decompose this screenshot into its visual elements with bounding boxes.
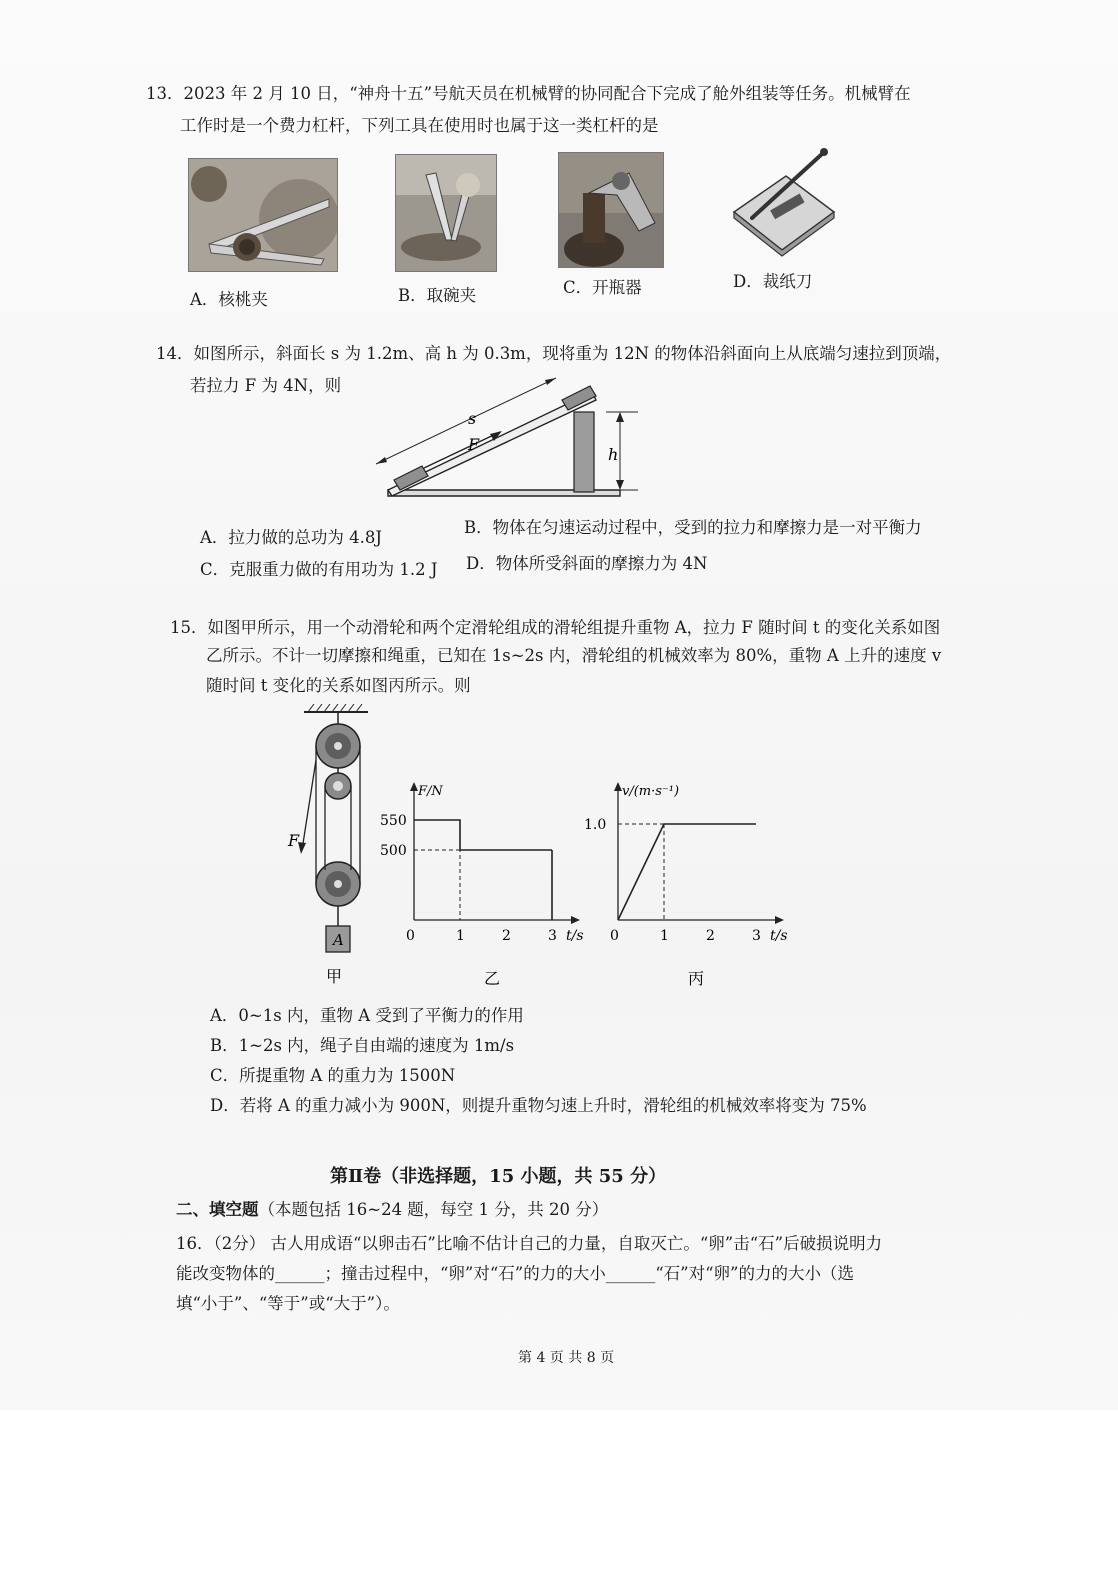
y-axis-label: v/(m·s⁻¹) — [622, 784, 680, 799]
q14-option-d: D．物体所受斜面的摩擦力为 4N — [466, 554, 708, 573]
weight-A-label: A — [333, 931, 344, 949]
q13-option-d: D．裁纸刀 — [733, 272, 813, 291]
page-footer: 第 4 页 共 8 页 — [518, 1350, 615, 1366]
section2-title: 第Ⅱ卷（非选择题，15 小题，共 55 分） — [330, 1166, 667, 1187]
paper-cutter-drawing — [726, 146, 838, 258]
y-tick-label: 550 — [380, 813, 407, 829]
bowl-clip-photo — [395, 154, 497, 272]
q13-option-a: A．核桃夹 — [190, 290, 268, 309]
pulley-figure — [282, 700, 382, 990]
y-tick-label: 1.0 — [584, 817, 607, 833]
y-tick-label: 500 — [380, 843, 407, 859]
fig-jia-caption: 甲 — [326, 967, 343, 986]
x-tick-label: 1 — [456, 928, 465, 944]
section2-part-note: （本题包括 16~24 题，每空 1 分，共 20 分） — [258, 1200, 609, 1219]
bottle-opener-photo — [558, 152, 664, 268]
x-axis-label: t/s — [770, 928, 788, 944]
q14-option-b: B．物体在匀速运动过程中，受到的拉力和摩擦力是一对平衡力 — [464, 518, 922, 537]
q14-option-c: C．克服重力做的有用功为 1.2 J — [200, 560, 438, 579]
section2-part-heading: 二、填空题 — [176, 1200, 259, 1219]
incline-figure — [370, 372, 660, 502]
incline-F-label: F — [468, 435, 480, 454]
x-tick-label: 2 — [502, 928, 511, 944]
q16-line2: 能改变物体的______；撞击过程中，“卵”对“石”的力的大小______“石”对“卵”的力的大小（选 — [176, 1264, 854, 1283]
x-tick-label: 0 — [610, 928, 619, 944]
q15-option-d: D．若将 A 的重力减小为 900N，则提升重物匀速上升时，滑轮组的机械效率将变为 75% — [210, 1096, 867, 1115]
q15-stem-line3: 随时间 t 变化的关系如图丙所示。则 — [206, 676, 471, 695]
pulley-F-label: F — [288, 831, 300, 850]
y-axis-label: F/N — [418, 784, 443, 799]
series-line — [618, 824, 756, 920]
q15-option-b: B．1~2s 内，绳子自由端的速度为 1m/s — [210, 1036, 515, 1055]
x-tick-label: 0 — [406, 928, 415, 944]
x-tick-label: 2 — [706, 928, 715, 944]
q14-stem-line1: 14．如图所示，斜面长 s 为 1.2m、高 h 为 0.3m，现将重为 12N 的物体沿斜面向上从底端匀速拉到顶端， — [156, 344, 952, 363]
x-axis-arrow — [775, 916, 784, 924]
x-axis-label: t/s — [566, 928, 584, 944]
x-tick-label: 3 — [548, 928, 557, 944]
q14-stem-line2: 若拉力 F 为 4N，则 — [190, 376, 342, 395]
q13-stem-line1: 13．2023 年 2 月 10 日，“神舟十五”号航天员在机械臂的协同配合下完成了舱外组装等任务。机械臂在 — [146, 84, 911, 103]
y-axis-arrow — [410, 782, 418, 791]
q15-stem-line2: 乙所示。不计一切摩擦和绳重，已知在 1s~2s 内，滑轮组的机械效率为 80%，重物 A 上升的速度 v — [206, 646, 942, 665]
q15-option-a: A．0~1s 内，重物 A 受到了平衡力的作用 — [210, 1006, 524, 1025]
velocity-time-chart — [580, 768, 800, 990]
q13-option-b: B．取碗夹 — [398, 286, 477, 305]
x-tick-label: 1 — [660, 928, 669, 944]
incline-s-label: s — [468, 409, 477, 428]
chart-caption: 乙 — [484, 969, 501, 988]
q13-stem-line2: 工作时是一个费力杠杆，下列工具在使用时也属于这一类杠杆的是 — [180, 116, 659, 135]
force-time-chart — [376, 768, 596, 990]
scan-blank-area — [0, 1410, 1118, 1586]
q16-line3: 填“小于”、“等于”或“大于”）。 — [176, 1294, 400, 1313]
chart-caption: 丙 — [688, 969, 705, 988]
x-axis-arrow — [571, 916, 580, 924]
q15-option-c: C．所提重物 A 的重力为 1500N — [210, 1066, 456, 1085]
q15-stem-line1: 15．如图甲所示，用一个动滑轮和两个定滑轮组成的滑轮组提升重物 A，拉力 F 随时间 t 的变化关系如图 — [170, 618, 941, 637]
walnut-cracker-photo — [188, 158, 338, 272]
y-axis-arrow — [614, 782, 622, 791]
series-line — [414, 820, 552, 850]
incline-h-label: h — [608, 445, 619, 464]
q14-option-a: A．拉力做的总功为 4.8J — [200, 528, 383, 547]
x-tick-label: 3 — [752, 928, 761, 944]
q16-line1: 16．（2分） 古人用成语“以卵击石”比喻不估计自己的力量，自取灭亡。“卵”击“石”后破损说明力 — [176, 1234, 883, 1253]
q13-option-c: C．开瓶器 — [563, 278, 642, 297]
